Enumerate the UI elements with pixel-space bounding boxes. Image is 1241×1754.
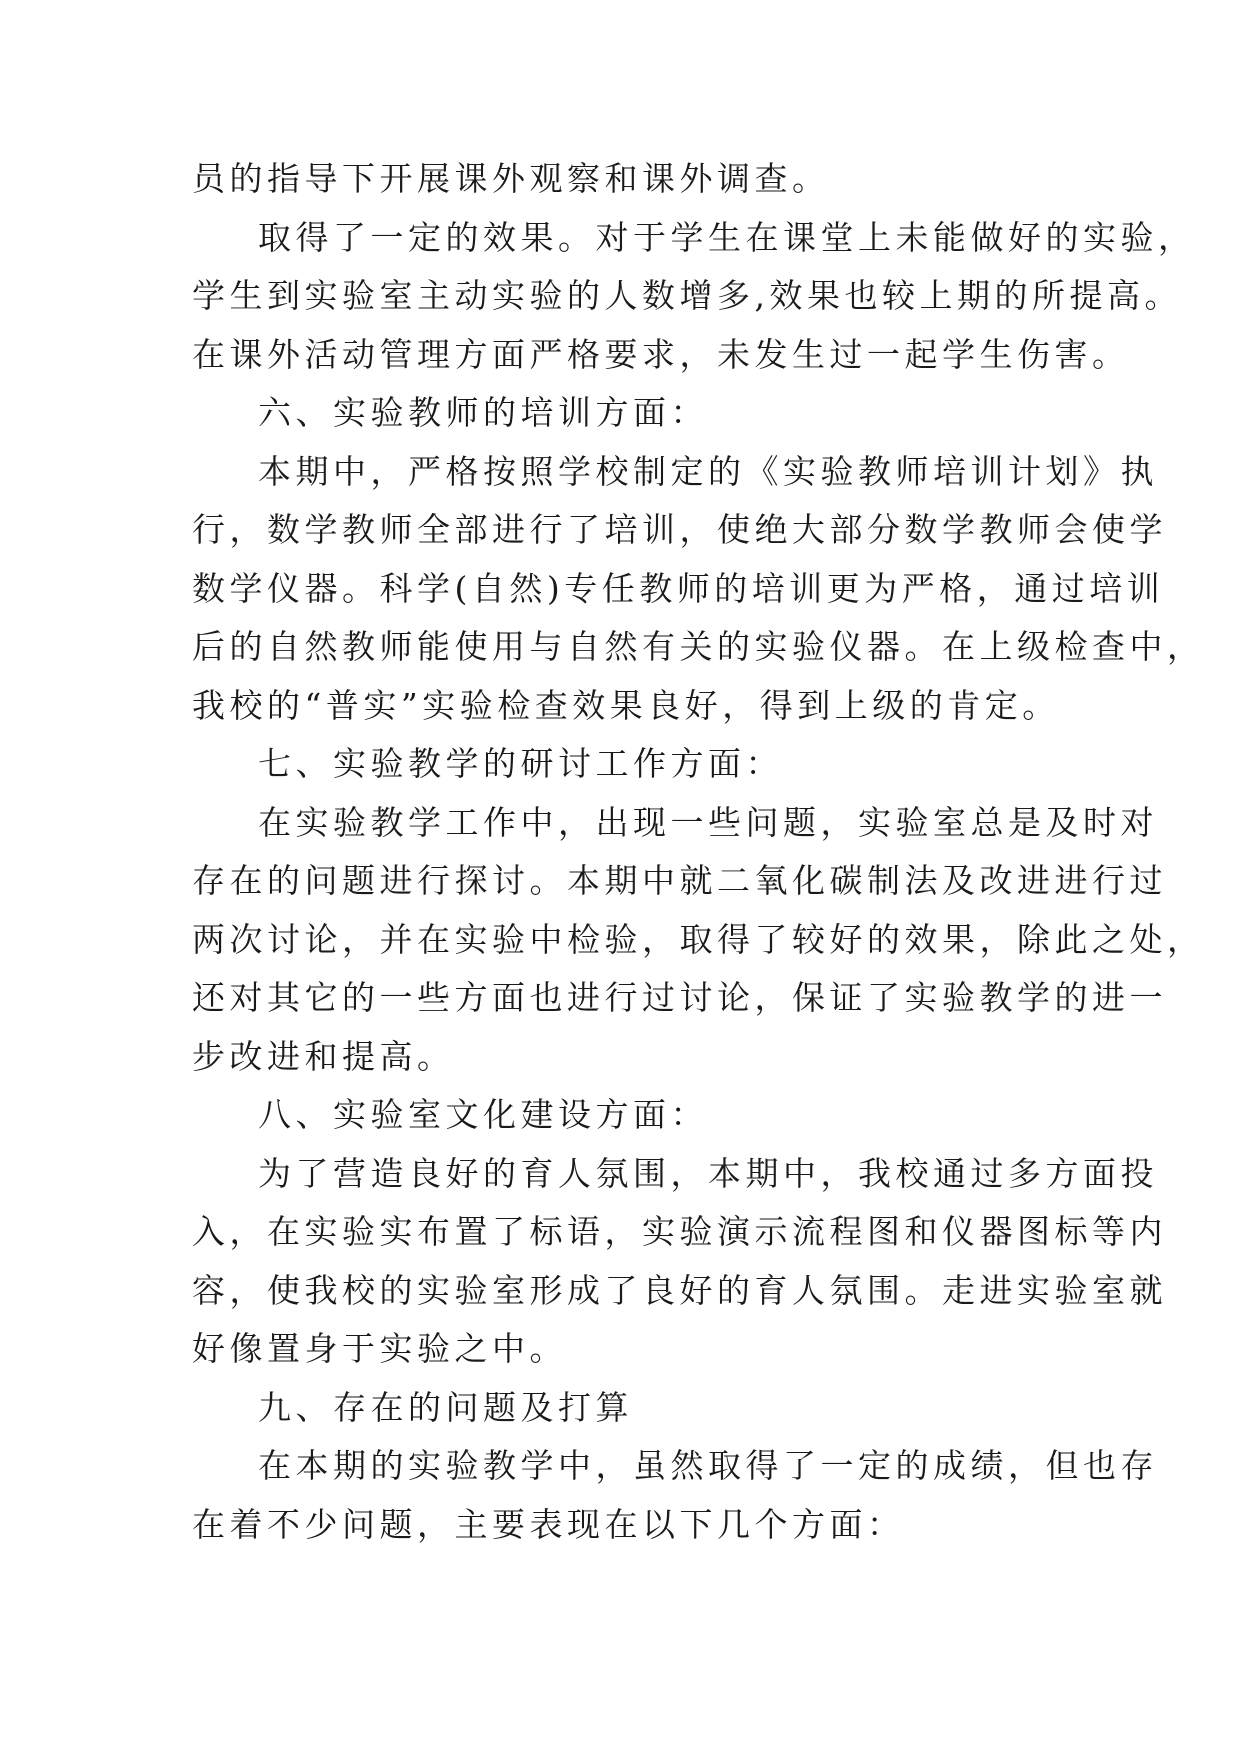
document-body [192,150,1205,1554]
text-line: 为了营造良好的育人氛围，本期中，我校通过多方面投 [258,1153,1158,1193]
text-line: 学生到实验室主动实验的人数增多,效果也较上期的所提高。 [192,276,1182,315]
text-line: 本期中，严格按照学校制定的《实验教师培训计划》执 [258,451,1158,491]
section-heading: 八、实验室文化建设方面： [258,1095,708,1134]
text-line: 在着不少问题，主要表现在以下几个方面： [192,1504,905,1544]
text-line: 取得了一定的效果。对于学生在课堂上未能做好的实验， [258,217,1196,257]
text-line: 我校的“普实”实验检查效果良好，得到上级的肯定。 [192,685,1060,725]
text-line: 行，数学教师全部进行了培训，使绝大部分数学教师会使学 [192,510,1167,549]
text-line: 后的自然教师能使用与自然有关的实验仪器。在上级检查中， [192,627,1205,666]
text-line: 两次讨论，并在实验中检验，取得了较好的效果，除此之处， [192,919,1205,959]
section-heading: 七、实验教学的研讨工作方面： [258,744,783,783]
text-line: 在本期的实验教学中，虽然取得了一定的成绩，但也存 [258,1446,1158,1485]
text-line: 好像置身于实验之中。 [192,1329,567,1368]
text-line: 步改进和提高。 [192,1036,455,1076]
section-heading: 九、存在的问题及打算 [258,1387,633,1427]
text-line: 员的指导下开展课外观察和课外调查。 [192,159,830,198]
text-line: 入，在实验实布置了标语，实验演示流程图和仪器图标等内 [192,1212,1167,1251]
text-line: 在课外活动管理方面严格要求，未发生过一起学生伤害。 [192,334,1130,374]
text-line: 容，使我校的实验室形成了良好的育人氛围。走进实验室就 [192,1270,1167,1310]
text-line: 还对其它的一些方面也进行过讨论，保证了实验教学的进一 [192,978,1167,1017]
text-line: 在实验教学工作中，出现一些问题，实验室总是及时对 [258,802,1158,842]
section-heading: 六、实验教师的培训方面： [258,393,708,432]
text-line: 数学仪器。科学(自然)专任教师的培训更为严格，通过培训 [192,568,1165,608]
text-line: 存在的问题进行探讨。本期中就二氧化碳制法及改进进行过 [192,861,1167,900]
